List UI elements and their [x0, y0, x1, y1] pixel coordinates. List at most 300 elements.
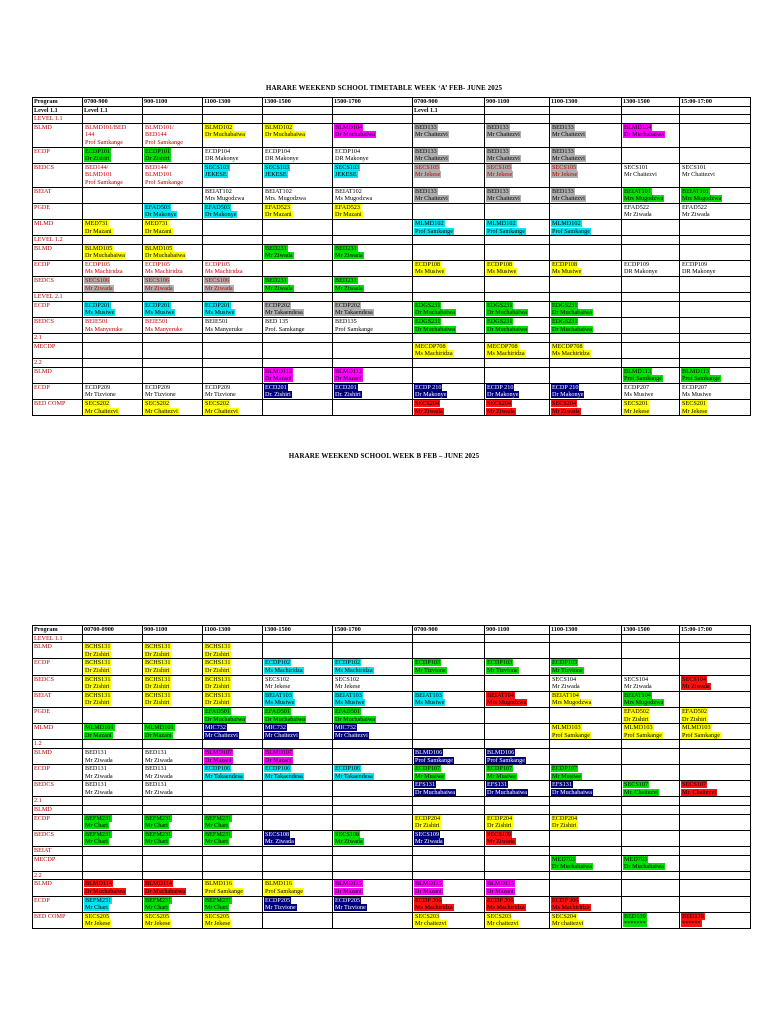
lecturer-name: Dr Mazani	[335, 211, 362, 219]
course-line	[414, 318, 483, 326]
course-code: BLMD102	[265, 123, 293, 131]
course-line	[144, 384, 201, 392]
timetable-title-week-b: HARARE WEEKEND SCHOOL WEEK B FEB – JUNE 2025	[288, 452, 480, 460]
lecturer-name: Mr. Ziwada	[265, 838, 294, 846]
course-code: BCHS131	[145, 659, 171, 667]
program-name: BEIAT	[33, 847, 83, 856]
course-code: SECS202	[145, 399, 170, 407]
course-line	[204, 211, 261, 219]
course-line	[334, 904, 411, 912]
table-row	[33, 163, 751, 187]
course-line	[681, 789, 749, 797]
course-line	[264, 667, 331, 675]
lecturer-name: Prof Samkange	[335, 325, 373, 333]
course-code: EFAD501	[205, 707, 230, 715]
empty-cell	[622, 659, 680, 675]
course-line	[264, 252, 331, 260]
course-line	[551, 318, 620, 326]
course-line	[204, 716, 261, 724]
empty-cell	[263, 740, 333, 749]
course-line	[486, 326, 548, 334]
course-line	[204, 676, 261, 684]
level-row	[33, 293, 751, 302]
course-line	[551, 302, 620, 310]
lecturer-name: Ms Machiridza	[552, 350, 590, 358]
course-code: SECS106	[145, 277, 170, 285]
course-code: EFS131	[552, 781, 572, 789]
course-line	[204, 302, 261, 310]
course-line	[204, 773, 261, 781]
lecturer-name: DR Makonye	[624, 268, 658, 276]
course-cell	[485, 880, 550, 896]
course-cell	[263, 147, 333, 163]
lecturer-name: Mr Takaendesa	[205, 772, 243, 780]
course-line	[144, 309, 201, 317]
course-line	[414, 148, 483, 156]
course-cell	[203, 147, 263, 163]
empty-cell	[550, 707, 622, 723]
level-header-cell: Level 1.1	[33, 106, 83, 115]
course-line	[551, 131, 620, 139]
course-line	[204, 651, 261, 659]
program-name: BLMD	[33, 643, 83, 659]
course-line	[681, 268, 749, 276]
course-code: SECS204	[552, 912, 577, 920]
course-line	[144, 155, 201, 163]
course-line	[623, 724, 678, 732]
course-line	[486, 148, 548, 156]
course-code: SECS205	[145, 912, 170, 920]
lecturer-name: Mr Chari	[145, 904, 168, 912]
course-code: ECD201	[265, 383, 287, 391]
course-cell	[83, 399, 143, 415]
course-cell	[485, 765, 550, 781]
course-cell	[143, 748, 203, 764]
lecturer-name: Dr Mazani	[265, 375, 292, 383]
course-line	[204, 831, 261, 839]
course-line	[204, 913, 261, 921]
course-line	[334, 659, 411, 667]
lecturer-name: Mr Ziwada	[85, 788, 113, 796]
column-header: 900-1100	[143, 98, 203, 107]
course-line	[264, 164, 331, 172]
course-cell	[485, 219, 550, 235]
course-cell	[333, 123, 413, 147]
empty-cell	[413, 236, 485, 245]
course-code: SECS204	[487, 399, 512, 407]
lecturer-name: Mr. Chaitezvi	[624, 788, 659, 796]
course-cell	[143, 691, 203, 707]
course-code: BEIAT104	[552, 691, 579, 699]
program-name: ECDP	[33, 301, 83, 317]
course-cell	[680, 367, 751, 383]
course-cell	[263, 748, 333, 764]
empty-cell	[143, 847, 203, 856]
program-name: BEDCS	[33, 163, 83, 187]
course-code: MIC732	[265, 724, 286, 732]
lecturer-name: Dr Muchabaiwa	[487, 325, 528, 333]
course-cell	[333, 675, 413, 691]
course-cell	[83, 383, 143, 399]
lecturer-name: Ms Manyeruke	[85, 325, 123, 333]
course-line	[414, 384, 483, 392]
course-line	[84, 155, 141, 163]
lecturer-name: Ms Musiwe	[415, 268, 445, 276]
empty-cell	[485, 367, 550, 383]
timetable-week-a	[32, 97, 751, 416]
lecturer-name: Dr. Zishiri	[335, 391, 361, 399]
course-code: EFAD503	[205, 203, 230, 211]
empty-cell	[485, 236, 550, 245]
empty-cell	[413, 115, 485, 124]
course-code: ECDP 206	[487, 896, 514, 904]
course-code: SECS101	[624, 163, 649, 171]
lecturer-name: Ms Machiridza	[415, 904, 453, 912]
course-cell	[83, 830, 143, 846]
course-line	[334, 302, 411, 310]
course-line	[486, 692, 548, 700]
column-header: 15:00-17:00	[680, 626, 751, 635]
empty-cell	[203, 855, 263, 871]
course-cell	[413, 691, 485, 707]
course-cell	[143, 383, 203, 399]
level-label: 2.1	[33, 334, 83, 343]
course-line	[204, 195, 261, 203]
table-row	[33, 147, 751, 163]
course-cell	[143, 659, 203, 675]
empty-cell	[83, 847, 143, 856]
empty-cell	[485, 806, 550, 815]
course-code: ECDP108	[487, 260, 513, 268]
course-line	[144, 643, 201, 651]
course-line	[84, 148, 141, 156]
course-line	[84, 699, 141, 707]
empty-cell	[83, 740, 143, 749]
level-row	[33, 115, 751, 124]
course-line	[623, 863, 678, 871]
course-line	[84, 815, 141, 823]
table-row	[33, 691, 751, 707]
lecturer-name: 144	[85, 131, 95, 139]
empty-cell	[143, 634, 203, 643]
course-line	[334, 724, 411, 732]
course-code: BEFM231	[145, 814, 172, 822]
lecturer-name: BLMD101	[145, 171, 173, 179]
course-line	[623, 856, 678, 864]
level-label: 2.2	[33, 359, 83, 368]
course-line	[623, 400, 678, 408]
course-code: SECS205	[85, 912, 110, 920]
empty-cell	[263, 781, 333, 797]
column-header: Program	[33, 626, 83, 635]
course-code: BEFM231	[145, 830, 172, 838]
empty-cell	[485, 293, 550, 302]
course-code: BED133	[552, 123, 574, 131]
lecturer-name: Dr Muchabaiwa	[624, 131, 665, 139]
empty-cell	[485, 115, 550, 124]
lecturer-name: Mr Ziwada	[335, 284, 363, 292]
lecturer-name: Mr Chari	[85, 904, 108, 912]
course-code: SECS109	[415, 830, 440, 838]
empty-cell	[263, 359, 333, 368]
table-row	[33, 765, 751, 781]
course-line	[623, 391, 678, 399]
course-line	[623, 195, 678, 203]
course-cell	[83, 301, 143, 317]
column-header: 900-1100	[143, 626, 203, 635]
lecturer-name: Mr Takaendesa	[265, 309, 303, 317]
level-header-cell	[333, 106, 413, 115]
course-line	[486, 749, 548, 757]
course-line	[551, 124, 620, 132]
course-cell	[203, 707, 263, 723]
course-code: BLMD101/	[145, 123, 174, 131]
course-line	[486, 302, 548, 310]
empty-cell	[622, 740, 680, 749]
empty-cell	[550, 359, 622, 368]
course-code: BED133	[487, 123, 509, 131]
lecturer-name: Ms Musiwe	[552, 268, 582, 276]
course-code: SECS203	[487, 912, 512, 920]
course-line	[681, 211, 749, 219]
course-cell	[622, 724, 680, 740]
lecturer-name: Ms Musiwe	[335, 699, 365, 707]
course-line	[204, 400, 261, 408]
lecturer-name: Prof Samkange	[552, 227, 590, 235]
course-cell	[413, 383, 485, 399]
course-line	[204, 732, 261, 740]
course-line	[144, 781, 201, 789]
course-line	[144, 277, 201, 285]
course-cell	[203, 187, 263, 203]
lecturer-name: Mr Ziwada	[85, 756, 113, 764]
course-code: MECDP708	[552, 342, 583, 350]
empty-cell	[143, 236, 203, 245]
course-cell	[622, 855, 680, 871]
course-line	[414, 815, 483, 823]
course-cell	[485, 342, 550, 358]
course-line	[681, 391, 749, 399]
lecturer-name: Mr Ziwada	[265, 252, 293, 260]
course-line	[84, 643, 141, 651]
course-line	[414, 350, 483, 358]
course-line	[264, 318, 331, 326]
empty-cell	[413, 847, 485, 856]
course-line	[334, 708, 411, 716]
table-row	[33, 399, 751, 415]
lecturer-name: Dr Muchabaiwa	[552, 863, 593, 871]
empty-cell	[680, 115, 751, 124]
course-line	[144, 318, 201, 326]
course-line	[486, 781, 548, 789]
table-row	[33, 847, 751, 856]
course-line	[623, 171, 678, 179]
lecturer-name: Dr Muchabaiwa	[552, 309, 593, 317]
empty-cell	[680, 797, 751, 806]
course-line	[204, 268, 261, 276]
course-cell	[143, 399, 203, 415]
course-cell	[413, 912, 485, 928]
lecturer-name: Dr Mazani	[205, 756, 232, 764]
lecturer-name: Dr Zishiri	[552, 822, 577, 830]
course-line	[681, 204, 749, 212]
course-code: BCHS131	[85, 659, 111, 667]
empty-cell	[622, 301, 680, 317]
empty-cell	[550, 643, 622, 659]
course-line	[144, 904, 201, 912]
course-code: ECDP107	[487, 765, 513, 773]
empty-cell	[83, 342, 143, 358]
course-code: SECS201	[624, 399, 649, 407]
lecturer-name: Ms Musiwe	[487, 268, 517, 276]
lecturer-name: Mr Chaitezvi	[624, 171, 657, 179]
course-line	[334, 188, 411, 196]
course-line	[84, 131, 141, 139]
course-code: ECDP209	[145, 383, 171, 391]
course-cell	[680, 707, 751, 723]
lecturer-name: Dr Muchabaiwa	[415, 788, 456, 796]
course-line	[84, 277, 141, 285]
course-cell	[680, 260, 751, 276]
empty-cell	[485, 724, 550, 740]
course-code: SECS107	[624, 781, 649, 789]
table-row	[33, 707, 751, 723]
course-line	[623, 124, 678, 132]
program-name: BED COMP	[33, 399, 83, 415]
course-cell	[622, 260, 680, 276]
lecturer-name: Mr Chari	[85, 838, 108, 846]
program-name: BEDCS	[33, 675, 83, 691]
column-header: 1500-1700	[333, 98, 413, 107]
course-line	[264, 773, 331, 781]
course-line	[623, 188, 678, 196]
course-code: BED139	[624, 912, 646, 920]
course-cell	[83, 814, 143, 830]
course-cell	[413, 814, 485, 830]
course-code: ECDP107	[415, 765, 441, 773]
course-line	[486, 343, 548, 351]
course-cell	[143, 277, 203, 293]
course-line	[204, 643, 261, 651]
empty-cell	[333, 871, 413, 880]
lecturer-name: Mr Ziwada	[335, 252, 363, 260]
empty-cell	[203, 847, 263, 856]
course-line	[551, 155, 620, 163]
empty-cell	[622, 797, 680, 806]
course-code: ECDP 210	[415, 383, 442, 391]
course-line	[144, 880, 201, 888]
empty-cell	[680, 318, 751, 334]
course-line	[144, 732, 201, 740]
empty-cell	[413, 334, 485, 343]
course-line	[334, 773, 411, 781]
course-cell	[143, 675, 203, 691]
column-header: 1100-1300	[550, 98, 622, 107]
course-line	[264, 375, 331, 383]
course-code: BED131	[85, 748, 107, 756]
level-row	[33, 359, 751, 368]
course-cell	[485, 301, 550, 317]
course-code: ECDP103	[487, 659, 513, 667]
course-cell	[83, 219, 143, 235]
course-line	[204, 880, 261, 888]
course-code: BEFM231	[145, 896, 172, 904]
course-cell	[203, 318, 263, 334]
lecturer-name: Mrs Mugodzwa	[682, 195, 722, 203]
lecturer-name: BED144	[145, 131, 167, 139]
lecturer-name: Mr. Chaitezvi	[682, 788, 717, 796]
course-cell	[550, 724, 622, 740]
lecturer-name: Mr Tizvione	[205, 391, 236, 399]
course-line	[84, 897, 141, 905]
empty-cell	[263, 236, 333, 245]
course-line	[414, 131, 483, 139]
lecturer-name: Ms Mugodzwa	[335, 195, 373, 203]
course-code: BED231	[335, 277, 357, 285]
lecturer-name: Dr Muchabaiwa	[415, 309, 456, 317]
course-code: EDGS231	[415, 301, 441, 309]
empty-cell	[143, 797, 203, 806]
lecturer-name: Dr Muchabaiwa	[85, 252, 126, 260]
empty-cell	[680, 740, 751, 749]
lecturer-name: Mr Chari	[205, 904, 228, 912]
course-line	[681, 920, 749, 928]
empty-cell	[83, 203, 143, 219]
lecturer-name: ******	[682, 920, 701, 928]
course-line	[551, 228, 620, 236]
empty-cell	[83, 359, 143, 368]
empty-cell	[263, 399, 333, 415]
course-code: BLMD116	[265, 880, 292, 888]
empty-cell	[203, 797, 263, 806]
course-cell	[622, 675, 680, 691]
empty-cell	[143, 806, 203, 815]
course-line	[486, 773, 548, 781]
course-code: MECDP708	[487, 342, 518, 350]
course-line	[204, 667, 261, 675]
level-header-cell: Level 1.1	[413, 106, 485, 115]
course-code: BED133	[552, 187, 574, 195]
lecturer-name: Mr Chaitezvi	[145, 407, 178, 415]
course-code: BLMD105	[145, 244, 173, 252]
course-cell	[143, 147, 203, 163]
empty-cell	[333, 399, 413, 415]
course-line	[551, 350, 620, 358]
course-cell	[333, 187, 413, 203]
empty-cell	[263, 634, 333, 643]
course-code: SECS106	[205, 277, 230, 285]
course-line	[204, 708, 261, 716]
empty-cell	[203, 359, 263, 368]
lecturer-name: Mr Chaitezvi	[552, 131, 585, 139]
lecturer-name: Dr Zishiri	[145, 650, 170, 658]
course-cell	[333, 301, 413, 317]
program-name: BLMD	[33, 123, 83, 147]
course-line	[486, 897, 548, 905]
course-line	[334, 838, 411, 846]
course-cell	[413, 781, 485, 797]
course-line	[84, 789, 141, 797]
course-line	[84, 888, 141, 896]
course-cell	[333, 707, 413, 723]
course-code: EDGS231	[487, 318, 513, 326]
course-cell	[263, 163, 333, 187]
empty-cell	[83, 806, 143, 815]
empty-cell	[550, 244, 622, 260]
course-cell	[550, 342, 622, 358]
lecturer-name: Mr Ziwada	[415, 407, 443, 415]
lecturer-name: Mr Chaitezvi	[335, 731, 368, 739]
